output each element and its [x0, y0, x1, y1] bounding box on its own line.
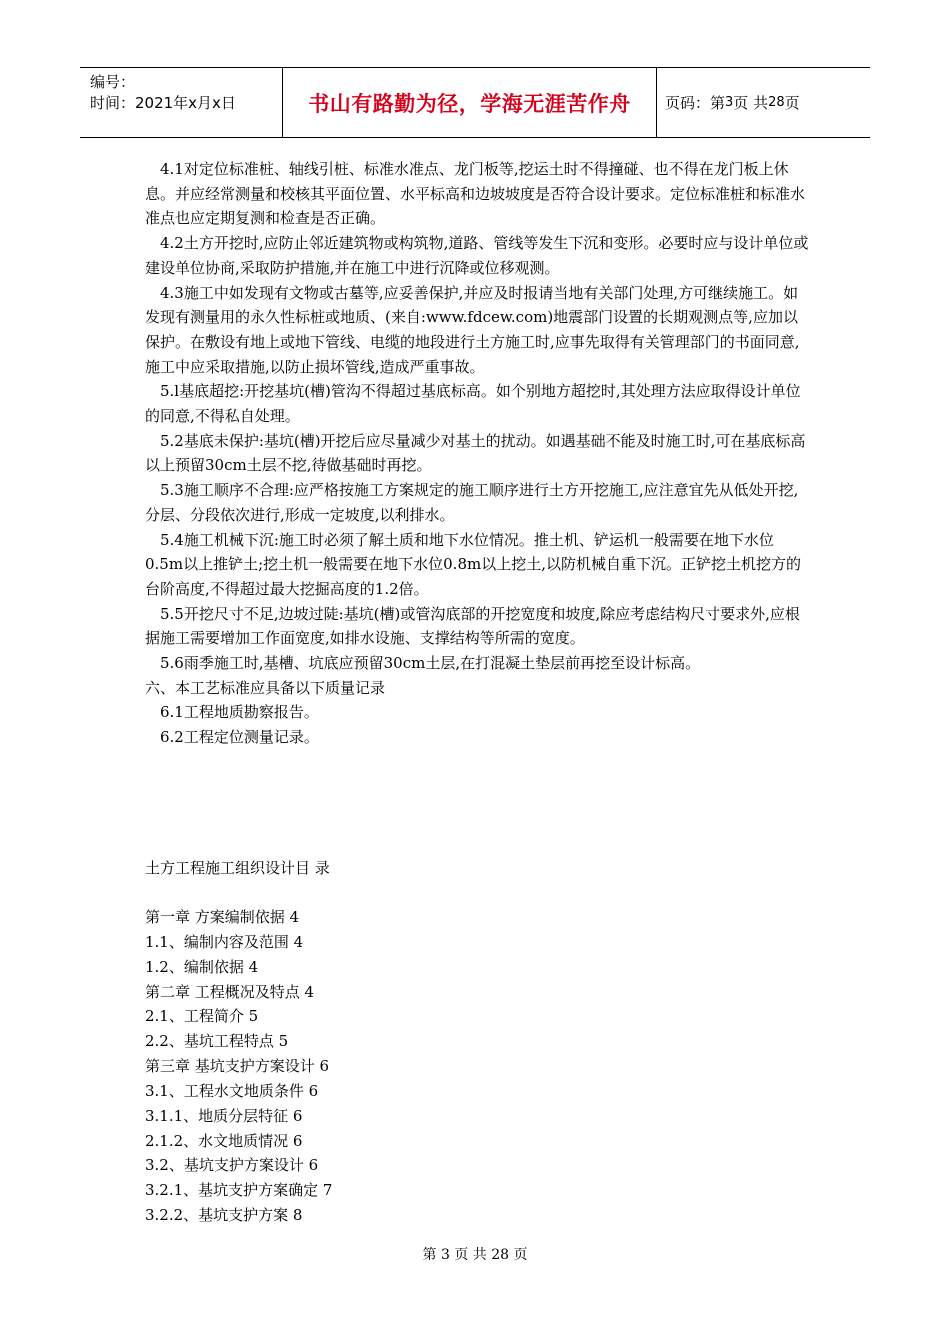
paragraph-5-3: 5.3施工顺序不合理:应严格按施工方案规定的施工顺序进行土方开挖施工,应注意宜先从低处开挖,分层、分段依次进行,形成一定坡度,以利排水。	[145, 481, 799, 524]
page-total: 28	[768, 95, 785, 110]
motto-text: 书山有路勤为径，学海无涯苦作舟	[308, 91, 631, 116]
page-current: 3	[725, 95, 734, 110]
paragraph-6-2: 6.2工程定位测量记录。	[160, 728, 319, 747]
toc-entry: 第二章 工程概况及特点 4	[145, 982, 315, 1001]
paragraph-5-4: 5.4施工机械下沉:施工时必须了解土质和地下水位情况。推土机、铲运机一般需要在地下水位0.5m以上推铲土;挖土机一般需要在地下水位0.8m以上挖土,以防机械自重下沉。正铲挖土机挖方的台阶高度,不得超过最大挖掘高度的1.2倍。	[145, 530, 801, 598]
header-meta	[80, 68, 282, 137]
header-motto-cell	[282, 68, 657, 137]
toc-entry: 第一章 方案编制依据 4	[145, 908, 300, 926]
footer-prefix: 第	[422, 1247, 437, 1263]
toc-entry: 2.1.2、水文地质情况 6	[145, 1131, 303, 1150]
page-middle: 页 共	[733, 94, 769, 112]
paragraph-4-1: 4.1对定位标准桩、轴线引桩、标准水准点、龙门板等,挖运土时不得撞碰、也不得在龙门板上休息。并应经常测量和校核其平面位置、水平标高和边坡坡度是否符合设计要求。定位标准桩和标准水准点也应定期复测和检查是否正确。	[145, 160, 806, 228]
page-suffix: 页	[784, 94, 800, 112]
toc-entry: 2.2、基坑工程特点 5	[145, 1032, 289, 1051]
paragraph-5-5: 5.5开挖尺寸不足,边坡过陡:基坑(槽)或管沟底部的开挖宽度和坡度,除应考虑结构尺寸要求外,应根据施工需要增加工作面宽度,如排水设施、支撑结构等所需的宽度。	[145, 604, 800, 648]
toc-entry: 第三章 基坑支护方案设计 6	[145, 1057, 330, 1076]
toc-entry: 3.2、基坑支护方案设计 6	[145, 1156, 319, 1175]
toc-entry: 1.1、编制内容及范围 4	[145, 932, 304, 951]
toc-title: 土方工程施工组织设计目 录	[145, 859, 330, 877]
section-heading-6: 六、本工艺标准应具备以下质量记录	[145, 678, 386, 697]
paragraph-5-2: 5.2基底未保护:基坑(槽)开挖后应尽量减少对基土的扰动。如遇基础不能及时施工时,可在基底标高以上预留30cm土层不挖,待做基础时再挖。	[145, 431, 806, 475]
paragraph-4-3: 4.3施工中如发现有文物或古墓等,应妥善保护,并应及时报请当地有关部门处理,方可继续施工。如发现有测量用的永久性标桩或地质、(来自:www.fdcew.com)地震部门设置的长期观测点等,应加以保护。在敷设有地上或地下管线、电缆的地段进行土方施工时,应事先取得有关管理部门的书面同意,施工中应采取措施,以防止损坏管线,造成严重事故。	[145, 283, 800, 376]
toc-entry: 3.2.2、基坑支护方案 8	[145, 1206, 303, 1225]
paragraph-6-1: 6.1工程地质勘察报告。	[160, 703, 319, 722]
toc-entry: 3.1.1、地质分层特征 6	[145, 1106, 303, 1125]
footer-suffix: 页	[513, 1247, 528, 1263]
toc-entry: 1.2、编制依据 4	[145, 957, 259, 976]
paragraph-4-2: 4.2土方开挖时,应防止邻近建筑物或构筑物,道路、管线等发生下沉和变形。必要时应与设计单位或建设单位协商,采取防护措施,并在施工中进行沉降或位移观测。	[145, 234, 809, 277]
page-header	[80, 67, 870, 138]
footer-total: 28	[491, 1247, 510, 1263]
toc-entry: 3.2.1、基坑支护方案确定 7	[145, 1181, 333, 1200]
header-page-number	[657, 68, 870, 137]
paragraph-5-6: 5.6雨季施工时,基槽、坑底应预留30cm土层,在打混凝土垫层前再挖至设计标高。	[160, 654, 701, 673]
page-footer	[0, 1244, 950, 1264]
page-prefix: 页码：第	[665, 94, 726, 112]
footer-current: 3	[440, 1247, 450, 1263]
footer-middle: 页 共	[454, 1247, 487, 1263]
body-text	[145, 157, 810, 750]
paragraph-5-1: 5.l基底超挖:开挖基坑(槽)管沟不得超过基底标高。如个别地方超挖时,其处理方法应取得设计单位的同意,不得私自处理。	[145, 382, 801, 426]
toc-entry: 3.1、工程水文地质条件 6	[145, 1081, 319, 1100]
toc-entry: 2.1、工程简介 5	[145, 1007, 259, 1026]
table-of-contents	[145, 905, 332, 1228]
time-label: 时间：2021年x月x日	[90, 94, 236, 112]
number-label: 编号：	[90, 73, 136, 91]
